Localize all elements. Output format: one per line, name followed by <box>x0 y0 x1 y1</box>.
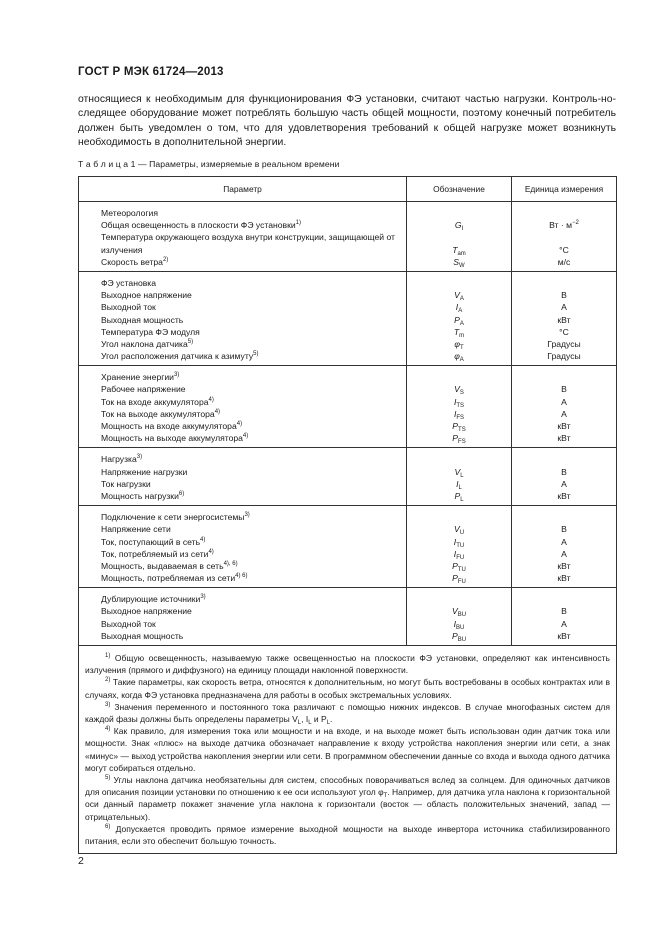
unit-value <box>512 560 616 572</box>
footnote-marker: 3) <box>200 594 206 601</box>
table-group-row <box>79 506 617 588</box>
unit-text: кВт <box>557 560 571 571</box>
footnote-text-part: и P <box>311 714 327 725</box>
symbol-letter: P <box>452 433 459 444</box>
parameter-name <box>101 408 400 420</box>
unit-value <box>512 618 616 630</box>
footnote-text: Общую освещенность, называемую также освещенностью на плоскости ФЭ установки, определяют как интенсивность излучения (прямого и диффузного) на единицу площади наклонной поверхности. <box>85 653 610 676</box>
symbol-letter: I <box>453 536 457 547</box>
group-title-text: Метеорология <box>101 208 158 218</box>
parameter-name <box>101 572 400 584</box>
symbol-subscript: A <box>458 308 463 315</box>
unit-text: °C <box>559 244 569 255</box>
unit-text: В <box>561 606 567 617</box>
footnote-marker: 4) <box>236 421 243 428</box>
footnote-marker: 4) <box>200 536 206 543</box>
parameter-name <box>101 548 400 560</box>
header-unit: Единица измерения <box>512 177 617 202</box>
symbol-subscript: L <box>458 484 462 491</box>
unit-text: кВт <box>557 421 571 432</box>
group-title <box>101 371 400 383</box>
symbol-cell <box>407 366 512 448</box>
unit-value <box>512 256 616 268</box>
footnote-marker: 4) <box>242 433 249 440</box>
parameter-name <box>101 219 400 231</box>
unit-text: м/с <box>557 256 571 267</box>
footnote-marker: 1) <box>105 653 111 660</box>
symbol-subscript: m <box>459 332 465 339</box>
unit-value <box>512 523 616 535</box>
footnote-subscript: L <box>308 720 312 727</box>
unit-text: Градусы <box>547 351 581 362</box>
parameter-name <box>101 490 400 502</box>
footnote-marker: 4), 6) <box>223 560 238 567</box>
unit-value <box>512 420 616 432</box>
symbol-cell <box>407 271 512 365</box>
parameter-text: Рабочее напряжение <box>101 384 186 395</box>
symbol-value <box>407 396 511 408</box>
unit-value <box>512 605 616 617</box>
unit-text: кВт <box>557 314 571 325</box>
footnote-text-part: . Например, для датчика угла наклона к горизонтальной оси данный параметр покажет значение угла наклона к горизонтали (восток — область положительных значений, запад — отрицательных). <box>85 787 610 822</box>
spacer <box>407 207 511 219</box>
group-title-text: ФЭ установка <box>101 277 157 288</box>
spacer <box>407 453 511 465</box>
symbol-value <box>407 420 511 432</box>
symbol-letter: V <box>453 524 460 535</box>
notes-row <box>79 646 617 854</box>
unit-text: А <box>561 548 567 559</box>
symbol-value <box>407 350 511 362</box>
parameter-text: Ток на входе аккумулятора <box>101 396 209 407</box>
symbol-letter: P <box>454 490 461 501</box>
parameter-name <box>101 301 400 313</box>
parameter-text: Мощность нагрузки <box>101 490 179 501</box>
group-title <box>101 277 400 289</box>
parameter-text: Мощность на входе аккумулятора <box>101 421 237 432</box>
footnote <box>85 676 610 700</box>
unit-value <box>512 301 616 313</box>
parameter-text: Ток нагрузки <box>101 478 151 489</box>
parameter-text: Скорость ветра <box>101 256 163 267</box>
symbol-letter: I <box>453 396 457 407</box>
symbol-value <box>407 289 511 301</box>
symbol-letter: G <box>454 220 462 231</box>
parameter-cell <box>79 202 407 272</box>
footnote-subscript: T <box>383 793 388 800</box>
footnote <box>85 823 610 847</box>
parameter-name <box>101 618 400 630</box>
parameter-text: Температура ФЭ модуля <box>101 326 200 337</box>
symbol-letter: I <box>453 548 457 559</box>
spacer <box>512 371 616 383</box>
group-title <box>101 511 400 523</box>
unit-text: кВт <box>557 433 571 444</box>
symbol-subscript: BU <box>457 636 467 643</box>
parameter-name <box>101 560 400 572</box>
parameter-name <box>101 478 400 490</box>
parameter-name <box>101 523 400 535</box>
symbol-subscript: A <box>459 296 464 303</box>
symbol-letter: T <box>453 326 460 337</box>
table-group-row <box>79 448 617 506</box>
unit-value <box>512 289 616 301</box>
table-group-row <box>79 271 617 365</box>
symbol-subscript: A <box>459 357 464 364</box>
group-title-text: Нагрузка <box>101 454 137 465</box>
parameter-name <box>101 432 400 444</box>
symbol-letter: φ <box>454 351 460 362</box>
footnote-text: Как правило, для измерения тока или мощности и на входе, и на выходе может быть использован один датчик тока или мощности. Знак «плюс» на выходе датчика обозначает направление к входу устройства накопления энергии или сети, а знак «минус» — выход устройства накопления энергии или сети. В программном обеспечении данные со входа и выхода одного датчика могут собираться отдельно. <box>85 726 610 773</box>
symbol-subscript: A <box>459 320 464 327</box>
unit-value <box>512 219 616 231</box>
symbol-value <box>407 326 511 338</box>
parameter-name <box>101 338 400 350</box>
unit-value <box>512 314 616 326</box>
symbol-value <box>407 314 511 326</box>
parameter-text: Угол наклона датчика <box>101 338 188 349</box>
page-number: 2 <box>78 855 84 867</box>
parameter-text: Мощность, потребляемая из сети <box>101 573 236 584</box>
symbol-subscript: am <box>457 250 466 257</box>
unit-value <box>512 572 616 584</box>
footnote-text-part: . <box>330 714 333 725</box>
parameter-name <box>101 466 400 478</box>
notes-cell <box>79 646 617 854</box>
parameter-name <box>101 231 400 255</box>
table-group-row <box>79 202 617 272</box>
parameters-table <box>78 176 617 854</box>
symbol-letter: φ <box>454 338 460 349</box>
footnote-marker: 3) <box>105 701 111 708</box>
symbol-subscript: FS <box>456 414 465 421</box>
parameter-text: Выходной ток <box>101 302 156 313</box>
symbol-subscript: FU <box>456 554 465 561</box>
group-title-text: Хранение энергии <box>101 372 174 383</box>
symbol-value <box>407 536 511 548</box>
spacer <box>512 593 616 605</box>
unit-value <box>512 408 616 420</box>
unit-value <box>512 432 616 444</box>
unit-value <box>512 478 616 490</box>
unit-text: Вт · м <box>549 220 573 231</box>
footnote-marker: 3) <box>173 372 180 379</box>
footnote-marker: 6) <box>178 490 185 497</box>
group-title-text: Дублирующие источники <box>101 594 201 605</box>
unit-value <box>512 630 616 642</box>
footnote-marker: 2) <box>162 256 169 263</box>
unit-value <box>512 396 616 408</box>
symbol-subscript: L <box>460 472 464 479</box>
spacer <box>407 371 511 383</box>
unit-cell <box>512 202 617 272</box>
spacer <box>407 593 511 605</box>
symbol-cell <box>407 448 512 506</box>
symbol-cell <box>407 588 512 646</box>
symbol-value <box>407 219 511 231</box>
symbol-subscript: W <box>459 262 465 269</box>
unit-value <box>512 536 616 548</box>
symbol-value <box>407 478 511 490</box>
symbol-subscript: TU <box>457 566 466 573</box>
footnote-text: Углы наклона датчика необязательны для систем, способных поворачиваться вслед за солнцем. Для одиночных датчиков для описания позиции установки по отношению к ее оси используют угол φ <box>85 775 610 798</box>
header-parameter: Параметр <box>79 177 407 202</box>
symbol-letter: T <box>452 244 458 255</box>
parameter-name <box>101 383 400 395</box>
table-group-row <box>79 366 617 448</box>
unit-text: А <box>561 302 567 313</box>
symbol-subscript: TU <box>456 542 465 549</box>
footnote-text: Значения переменного и постоянного тока различают с помощью нижних индексов. В случае многофазных систем для каждой фазы должны быть определены параметры V <box>85 701 610 725</box>
intro-paragraph: относящиеся к необходимым для функционирования ФЭ установки, считают частью нагрузки. Контроль-но-следящее оборудование может потреблять большую часть общей мощности, поэтому конечный потребитель должен быть уведомлен о том, что для удовлетворения требований к общей нагрузке может возникнуть необходимость в дополнительной энергии. <box>78 94 616 149</box>
unit-value <box>512 466 616 478</box>
unit-text: А <box>561 536 567 547</box>
parameter-text: Выходная мощность <box>101 630 184 641</box>
group-title-text: Подключение к сети энергосистемы <box>101 512 245 523</box>
footnote <box>85 652 610 676</box>
unit-value <box>512 350 616 362</box>
symbol-subscript: FS <box>458 439 466 446</box>
footnote-marker: 5) <box>105 775 111 782</box>
parameter-text: Выходное напряжение <box>101 290 192 301</box>
symbol-value <box>407 490 511 502</box>
footnote-marker: 6) <box>105 823 111 830</box>
symbol-subscript: S <box>459 390 464 397</box>
table-header-row <box>79 177 617 202</box>
spacer <box>407 511 511 523</box>
footnote-marker: 5) <box>253 351 259 358</box>
unit-text: °C <box>559 326 569 337</box>
unit-cell <box>512 506 617 588</box>
symbol-value <box>407 338 511 350</box>
parameter-cell <box>79 506 407 588</box>
symbol-subscript: I <box>461 226 464 233</box>
group-title <box>101 593 400 605</box>
symbol-value <box>407 301 511 313</box>
header-symbol: Обозначение <box>407 177 512 202</box>
footnote-marker: 3) <box>136 454 143 461</box>
group-title <box>101 453 400 465</box>
unit-value <box>512 326 616 338</box>
unit-text: А <box>561 478 567 489</box>
unit-cell <box>512 366 617 448</box>
symbol-letter: P <box>452 560 458 571</box>
footnote <box>85 725 610 774</box>
unit-text: Градусы <box>547 338 581 349</box>
footnote-text: Такие параметры, как скорость ветра, относятся к дополнительным, но могут быть востребованы в особых контрактах или в случаях, когда ФЭ установка предназначена для работы в особых экстремальных условиях. <box>85 677 610 700</box>
symbol-value <box>407 256 511 268</box>
symbol-value <box>407 523 511 535</box>
symbol-cell <box>407 202 512 272</box>
symbol-letter: S <box>453 256 460 267</box>
parameter-text: Ток на выходе аккумулятора <box>101 408 215 419</box>
symbol-letter: P <box>451 630 458 641</box>
symbol-letter: P <box>452 421 459 432</box>
table-group-row <box>79 588 617 646</box>
symbol-subscript: FU <box>457 579 466 586</box>
parameter-cell <box>79 588 407 646</box>
parameter-text: Общая освещенность в плоскости ФЭ установки <box>101 220 296 231</box>
symbol-subscript: T <box>459 344 464 351</box>
unit-text: В <box>561 384 567 395</box>
unit-text: В <box>561 466 567 477</box>
unit-value <box>512 490 616 502</box>
parameter-name <box>101 536 400 548</box>
unit-value <box>512 383 616 395</box>
symbol-letter: V <box>454 466 461 477</box>
unit-text: кВт <box>557 490 571 501</box>
parameter-cell <box>79 271 407 365</box>
parameter-text: Выходной ток <box>101 618 156 629</box>
symbol-value <box>407 383 511 395</box>
symbol-value <box>407 630 511 642</box>
parameter-name <box>101 420 400 432</box>
unit-value <box>512 338 616 350</box>
unit-cell <box>512 448 617 506</box>
footnote-subscript: L <box>297 720 302 727</box>
symbol-letter: V <box>451 606 458 617</box>
parameter-text: Угол расположения датчика к азимуту <box>101 351 254 362</box>
symbol-value <box>407 618 511 630</box>
parameter-cell <box>79 448 407 506</box>
footnote-marker: 4) <box>214 408 221 415</box>
unit-cell <box>512 271 617 365</box>
unit-text: А <box>561 408 567 419</box>
unit-cell <box>512 588 617 646</box>
symbol-letter: I <box>455 302 459 313</box>
unit-value <box>512 244 616 256</box>
unit-text: кВт <box>557 573 571 584</box>
parameter-name <box>101 289 400 301</box>
parameter-text: Выходное напряжение <box>101 606 192 617</box>
footnote-marker: 2) <box>105 677 111 684</box>
table-caption: Т а б л и ц а 1 — Параметры, измеряемые в реальном времени <box>78 159 340 169</box>
symbol-letter: P <box>452 573 458 584</box>
symbol-subscript: TS <box>456 402 465 409</box>
unit-text: А <box>561 618 567 629</box>
symbol-subscript: TS <box>458 427 466 434</box>
symbol-letter: V <box>454 290 460 301</box>
footnote-subscript: L <box>326 720 331 727</box>
unit-text: А <box>561 396 567 407</box>
footnote-marker: 4) <box>208 548 214 555</box>
parameter-text: Выходная мощность <box>101 314 184 325</box>
parameter-name <box>101 605 400 617</box>
parameter-text: Напряжение сети <box>101 524 171 535</box>
footnote <box>85 774 610 823</box>
parameter-text: Мощность, выдаваемая в сеть <box>101 560 224 571</box>
footnote-marker: 4) <box>208 396 214 403</box>
parameter-text: Мощность на выходе аккумулятора <box>101 433 243 444</box>
symbol-letter: I <box>456 478 459 489</box>
footnote-text: Допускается проводить прямое измерение выходной мощности на выходе инвертора источника стабилизированного питания, если это обеспечит большую точность. <box>85 823 610 847</box>
parameter-cell <box>79 366 407 448</box>
unit-superscript: −2 <box>572 220 579 227</box>
symbol-value <box>407 244 511 256</box>
unit-text: В <box>561 524 567 535</box>
spacer <box>512 277 616 289</box>
symbol-subscript: BU <box>457 612 467 619</box>
symbol-value <box>407 432 511 444</box>
unit-value <box>512 548 616 560</box>
parameter-name <box>101 256 400 268</box>
spacer <box>512 207 616 219</box>
symbol-subscript: BU <box>456 624 465 631</box>
symbol-letter: V <box>454 384 460 395</box>
parameter-text: Ток, поступающий в сеть <box>101 536 201 547</box>
symbol-value <box>407 408 511 420</box>
spacer <box>407 277 511 289</box>
symbol-value <box>407 560 511 572</box>
document-header: ГОСТ Р МЭК 61724—2013 <box>78 66 224 78</box>
spacer <box>512 453 616 465</box>
symbol-value <box>407 466 511 478</box>
unit-text: В <box>561 290 567 301</box>
parameter-text: Ток, потребляемый из сети <box>101 548 209 559</box>
footnote-text-part: , I <box>301 714 309 725</box>
parameter-text: Напряжение нагрузки <box>101 466 188 477</box>
parameter-name <box>101 350 400 362</box>
symbol-value <box>407 548 511 560</box>
symbol-subscript: U <box>459 530 465 537</box>
parameter-name <box>101 630 400 642</box>
spacer <box>512 511 616 523</box>
footnote-marker: 1) <box>295 220 302 227</box>
parameter-name <box>101 326 400 338</box>
symbol-cell <box>407 506 512 588</box>
symbol-letter: P <box>454 314 460 325</box>
footnote-marker: 5) <box>187 338 194 345</box>
parameter-text: Температура окружающего воздуха внутри конструкции, защищающей от излучения <box>101 232 395 255</box>
symbol-letter: I <box>453 618 457 629</box>
symbol-letter: I <box>453 408 457 419</box>
parameter-name <box>101 314 400 326</box>
footnote <box>85 701 610 725</box>
footnote-marker: 4) 6) <box>235 573 248 580</box>
symbol-value <box>407 605 511 617</box>
symbol-subscript: L <box>460 496 464 503</box>
footnote-marker: 4) <box>105 726 111 733</box>
unit-text: кВт <box>557 630 571 641</box>
parameter-name <box>101 396 400 408</box>
group-title <box>101 207 400 219</box>
footnote-marker: 3) <box>244 512 250 519</box>
symbol-value <box>407 572 511 584</box>
